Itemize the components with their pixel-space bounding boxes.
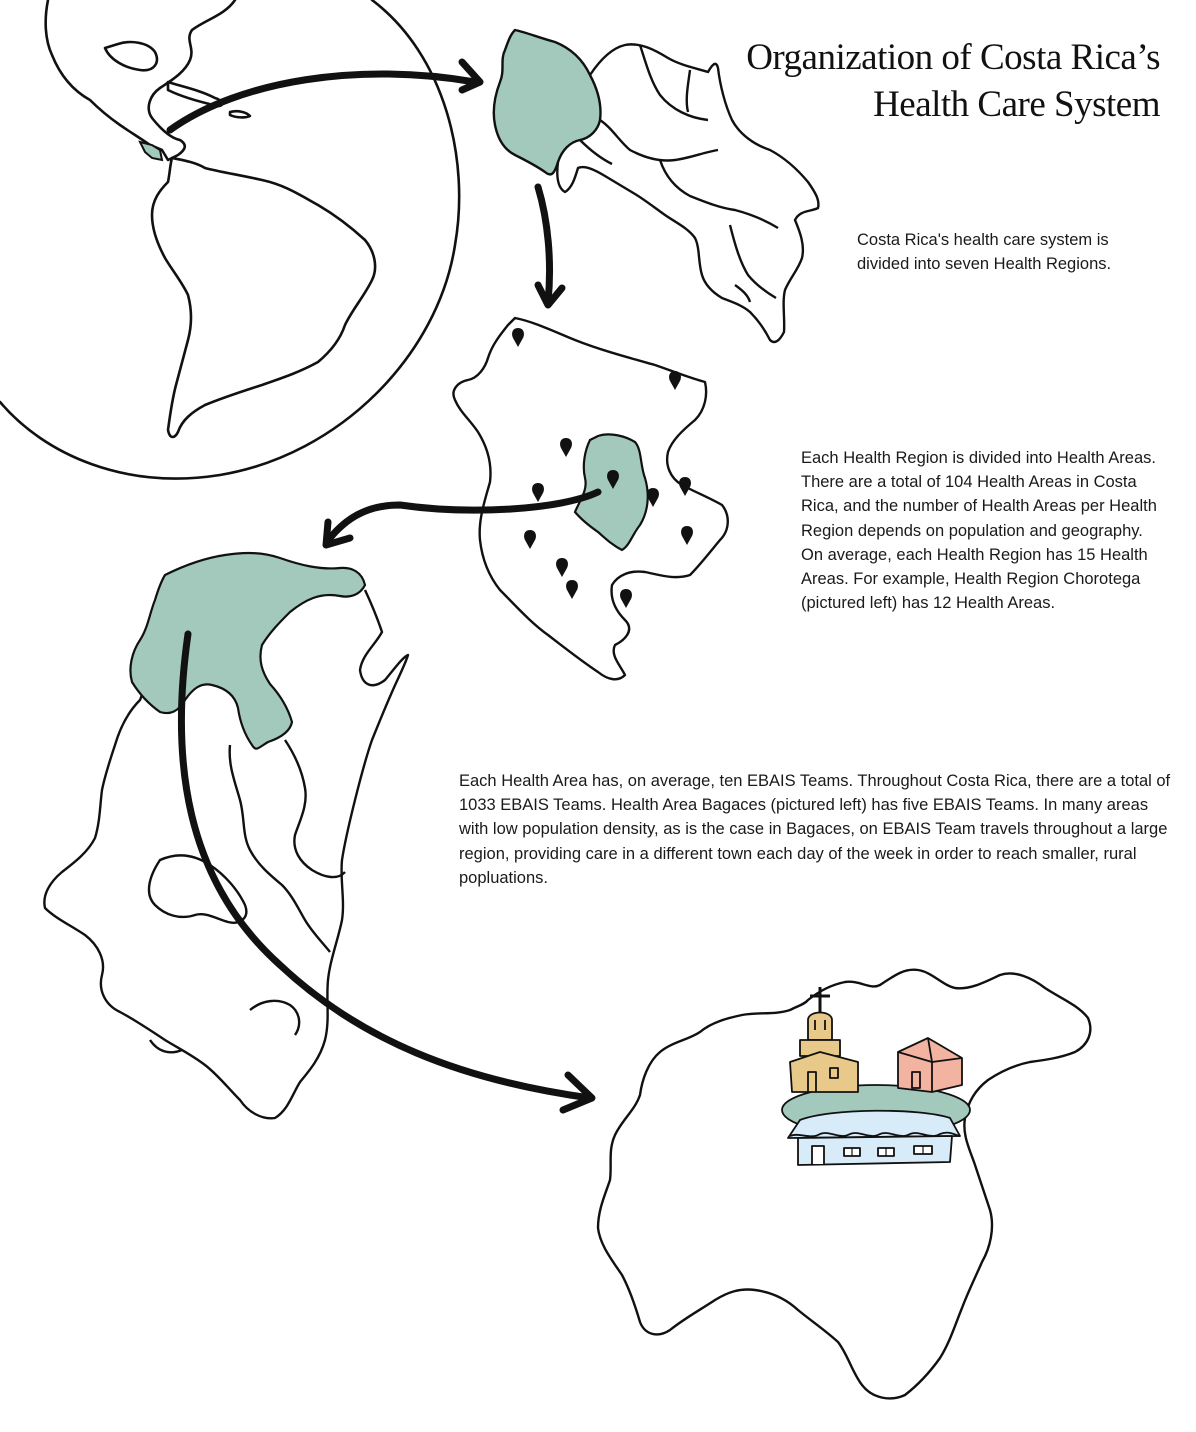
location-pin-icon bbox=[679, 477, 691, 496]
caption-health-regions: Costa Rica's health care system is divided into seven Health Regions. bbox=[857, 231, 1112, 274]
location-pin-icon bbox=[647, 488, 659, 507]
title-line-1: Organization of Costa Rica’s bbox=[746, 37, 1160, 78]
page-title bbox=[640, 34, 1160, 128]
ebais-local-map bbox=[598, 970, 1090, 1399]
arrow-globe-to-country bbox=[170, 74, 475, 130]
globe-costa-rica-highlight bbox=[140, 142, 162, 160]
caption-ebais-teams: Each Health Area has, on average, ten EBAIS Teams. Throughout Costa Rica, there are a total of 1033 EBAIS Teams. Health Area Bagaces (pictured left) has five EBAIS Teams. In many areas with low population density, as is the case in Bagaces, on EBAIS Team travels throughout a large region, providing care in a different town each day of the week in order to reach smaller, rural popluations. bbox=[459, 772, 1171, 887]
location-pin-icon bbox=[556, 558, 568, 577]
church-icon bbox=[790, 987, 858, 1092]
location-pin-icon bbox=[560, 438, 572, 457]
health-area-highlight bbox=[575, 434, 648, 550]
location-pin-icon bbox=[620, 589, 632, 608]
village-illustration bbox=[782, 987, 970, 1165]
location-pin-icon bbox=[669, 371, 681, 390]
health-area-ebais-highlight bbox=[130, 553, 365, 749]
location-pin-icon bbox=[512, 328, 524, 347]
house-icon bbox=[898, 1038, 962, 1092]
location-pin-icon bbox=[532, 483, 544, 502]
location-pin-icon bbox=[566, 580, 578, 599]
caption-health-areas: Each Health Region is divided into Health Areas. There are a total of 104 Health Areas in Costa Rica, and the number of Health Areas per Health Region depends on population and geography. On average, each Health Region has 15 Health Areas. For example, Health Region Chorotega (pictured left) has 12 Health Areas. bbox=[801, 449, 1157, 613]
location-pin-icon bbox=[524, 530, 536, 549]
arrow-region-to-area bbox=[330, 492, 598, 538]
clinic-icon bbox=[788, 1111, 960, 1165]
title-line-2: Health Care System bbox=[873, 84, 1160, 125]
location-pin-icon bbox=[681, 526, 693, 545]
arrowhead bbox=[462, 62, 480, 90]
